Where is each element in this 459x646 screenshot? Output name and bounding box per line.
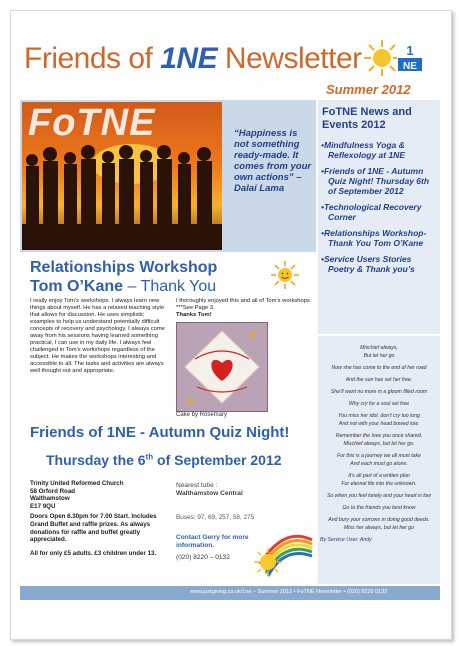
venue-line: Walthamstow (30, 495, 70, 503)
nearest-tube-value: Walthamstow Central (176, 490, 243, 497)
poem-signature: By Service User: Andy (320, 537, 372, 543)
bus-routes: Buses: 97, 69, 257, 58, 275 (176, 514, 255, 521)
poem-line: You miss her idol, don’t cry too long And not with your head bowed low. (338, 413, 420, 427)
sidebar-item: • Service Users Stories Poetry & Thank you’s (320, 254, 438, 274)
footer-text: www.justgiving.co.uk/1ne – Summer 2012 • FoTNE Newsletter • (020) 8220 0132 (190, 589, 388, 595)
workshop-feedback-text: I thoroughly enjoyed this and all of Tom’s workshops. ***See Page 3. (176, 298, 312, 311)
contact-phone: (020) 8220 – 0132 (176, 554, 230, 561)
venue-line: E17 9QU (30, 502, 56, 510)
cake-caption: Cake by Rosemary (176, 412, 228, 418)
nearest-tube-label: Nearest tube : (176, 482, 218, 489)
sidebar-list (320, 140, 438, 280)
poem-line: For this is a journey we all must take And each must go alone. (337, 453, 421, 467)
sun-icon (362, 38, 402, 78)
poem-line: And the sun has set her free. (345, 377, 413, 383)
poem-line: Now she has come to the end of her road (331, 365, 427, 371)
issue-label: Summer 2012 (326, 82, 411, 97)
workshop-heading-line2: Tom O’Kane – Thank You (30, 278, 217, 295)
quiz-venue (30, 480, 162, 557)
happiness-quote: “Happiness is not something ready-made. It comes from your own actions” – Dalai Lama (234, 128, 312, 194)
poem-line: Go to the friends you best know (342, 505, 416, 511)
nearest-tube (176, 482, 306, 498)
svg-text:NE: NE (403, 61, 417, 72)
smiley-sun-icon (270, 260, 300, 290)
quiz-prices: All for only £5 adults. £3 children under 13. (30, 549, 157, 557)
poem-line: So when you feel lonely and your heart is low (326, 493, 432, 499)
banner-overlay-text: FoTNE (28, 102, 156, 144)
svg-text:1: 1 (406, 43, 414, 58)
sidebar-item: • Mindfulness Yoga & Reflexology at 1NE (320, 140, 438, 160)
newsletter-title: Friends of 1NE Newsletter (24, 42, 362, 75)
cake-image (177, 323, 267, 411)
venue-line: 58 Orford Road (30, 487, 76, 495)
1ne-logo (397, 42, 423, 72)
poem-line: It’s all part of a written plan For eternal life into the unknown. (341, 473, 417, 487)
contact-info: Contact Gerry for more information. (176, 534, 249, 549)
poem (320, 344, 438, 549)
sidebar-item: • Relationships Workshop- Thank You Tom O’Kane (320, 228, 438, 248)
rainbow-sun-icon (250, 520, 316, 580)
workshop-feedback-left: I really enjoy Tom’s workshops. I always learn new things about myself. He has a relaxed teaching style that allows for discussion. He uses simplistic examples to help us understand potentially difficult concepts of recovery and psychology. I always come away from his sessions having learned something practical, I can use in my daily life. I always feel challenged in Tom’s workshops regardless of the subject. He makes the workshops interesting and accessible to all. The tasks and activities are always well thought out and appropriate. (30, 298, 165, 374)
workshop-thanks: Thanks Tom! (176, 312, 212, 318)
venue-line: Trinity United Reformed Church (30, 480, 124, 487)
quiz-heading: Friends of 1NE - Autumn Quiz Night! (30, 424, 290, 441)
poem-line: Remember the love you once shared, Mischief always, but let her go. (335, 433, 423, 447)
quiz-date: Thursday the 6th of September 2012 (46, 452, 282, 468)
poem-line: And bury your sorrows in doing good deeds. Miss her always, but let her go (328, 517, 430, 531)
workshop-heading (30, 258, 217, 296)
sidebar-item: • Technological Recovery Corner (320, 202, 438, 222)
workshop-heading-line1: Relationships Workshop (30, 259, 218, 276)
poem-line: Mischief always, But let her go (360, 345, 398, 359)
workshop-feedback-right (176, 298, 316, 319)
sidebar-title: FoTNE News and Events 2012 (322, 106, 412, 131)
cake-photo (176, 322, 268, 412)
poem-line: Why cry for a soul set free (348, 401, 410, 407)
quiz-details: Doors Open 6.30pm for 7.00 Start. Includes Grand Buffet and raffle prizes. As always donations for raffle and buffet greatly appreciated. (30, 513, 157, 544)
sidebar-item: • Friends of 1NE - Autumn Quiz Night! Thursday 6th of September 2012 (320, 166, 438, 196)
poem-line: She’ll want no more in a gloom filled room (330, 389, 428, 395)
